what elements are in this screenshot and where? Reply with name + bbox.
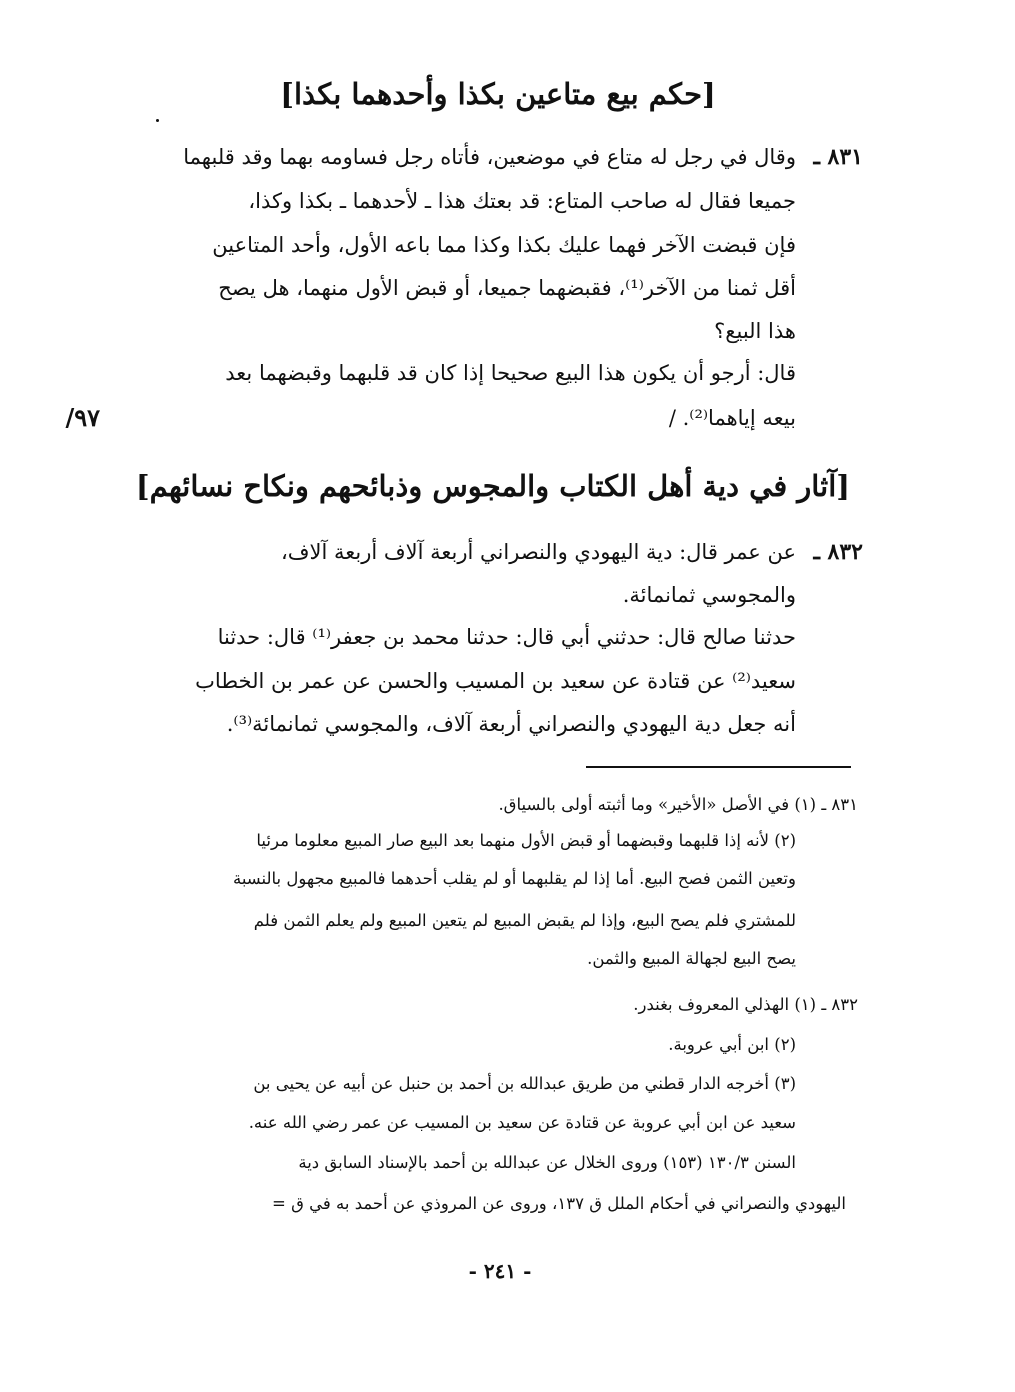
entry-number-831: ٨٣١ ـ bbox=[813, 144, 863, 170]
entry-832-line-5: أنه جعل دية اليهودي والنصراني أربعة آلاف، والمجوسي ثمانمائة⁽³⁾. bbox=[226, 712, 796, 736]
entry-832-line-4: سعيد⁽²⁾ عن قتادة عن سعيد بن المسيب والحسن عن عمر بن الخطاب bbox=[195, 669, 796, 693]
section-heading-diya: [آثار في دية أهل الكتاب والمجوس وذبائحهم ونكاح نسائهم] bbox=[135, 469, 850, 503]
footnote-832-1: ٨٣٢ ـ (١) الهذلي المعروف بغندر. bbox=[633, 995, 858, 1014]
footnote-832-2: (٢) ابن أبي عروبة. bbox=[668, 1035, 796, 1054]
entry-831-line-2: جميعا فقال له صاحب المتاع: قد بعتك هذا ـ لأحدهما ـ بكذا وكذا، bbox=[248, 189, 796, 213]
entry-831-line-6: قال: أرجو أن يكون هذا البيع صحيحا إذا كان قد قلبهما وقبضهما بعد bbox=[225, 361, 796, 385]
entry-832-line-2: والمجوسي ثمانمائة. bbox=[622, 583, 796, 607]
entry-831-line-4: أقل ثمنا من الآخر⁽¹⁾، فقبضهما جميعا، أو قبض الأول منهما، هل يصح bbox=[218, 276, 796, 300]
entry-832-line-1: عن عمر قال: دية اليهودي والنصراني أربعة آلاف أربعة آلاف، bbox=[280, 540, 796, 564]
footnote-831-2-line-4: يصح البيع لجهالة المبيع والثمن. bbox=[587, 949, 796, 968]
footnote-831-2-line-1: (٢) لأنه إذا قلبهما وقبضهما أو قبض الأول منهما بعد البيع صار المبيع معلوما مرئيا bbox=[256, 831, 796, 850]
section-heading-sale: [حكم بيع متاعين بكذا وأحدهما بكذا] bbox=[280, 77, 716, 111]
footnote-832-3-line-1: (٣) أخرجه الدار قطني من طريق عبدالله بن أحمد بن حنبل عن أبيه عن يحيى بن bbox=[253, 1074, 796, 1093]
margin-page-reference: ٩٧/ bbox=[65, 403, 100, 432]
footnote-831-2-line-2: وتعين الثمن فصح البيع. أما إذا لم يقلبهما أو لم يقلب أحدهما فالمبيع مجهول بالنسبة bbox=[232, 869, 796, 888]
footnote-832-3-line-2: سعيد عن ابن أبي عروبة عن قتادة عن سعيد بن المسيب عن عمر رضي الله عنه. bbox=[248, 1113, 796, 1132]
footnote-separator bbox=[586, 766, 851, 768]
footnote-831-2-line-3: للمشتري فلم يصح البيع، وإذا لم يقبض المبيع لم يتعين المبيع ولم يعلم الثمن فلم bbox=[253, 911, 796, 930]
footnote-832-3-line-3: السنن ١٣٠/٣ (١٥٣) وروى الخلال عن عبدالله بن أحمد بالإسناد السابق دية bbox=[298, 1153, 796, 1172]
entry-831-line-5: هذا البيع؟ bbox=[714, 319, 796, 343]
entry-831-line-1: وقال في رجل له متاع في موضعين، فأتاه رجل فساومه بهما وقد قلبهما bbox=[183, 145, 796, 169]
entry-831-line-7: بيعه إياهما⁽²⁾. / bbox=[668, 406, 796, 430]
entry-832-line-3: حدثنا صالح قال: حدثني أبي قال: حدثنا محمد بن جعفر⁽¹⁾ قال: حدثنا bbox=[217, 625, 796, 649]
stray-mark bbox=[156, 119, 159, 122]
page-number: - ٢٤١ - bbox=[468, 1259, 532, 1283]
footnote-831-1: ٨٣١ ـ (١) في الأصل «الأخير» وما أثبته أولى بالسياق. bbox=[498, 795, 858, 814]
footnote-832-3-line-4: اليهودي والنصراني في أحكام الملل ق ١٣٧، وروى عن المروذي عن أحمد به في ق = bbox=[272, 1194, 846, 1213]
entry-831-line-3: فإن قبضت الآخر فهما عليك بكذا وكذا مما باعه الأول، وأحد المتاعين bbox=[212, 233, 796, 257]
entry-number-832: ٨٣٢ ـ bbox=[813, 539, 863, 565]
